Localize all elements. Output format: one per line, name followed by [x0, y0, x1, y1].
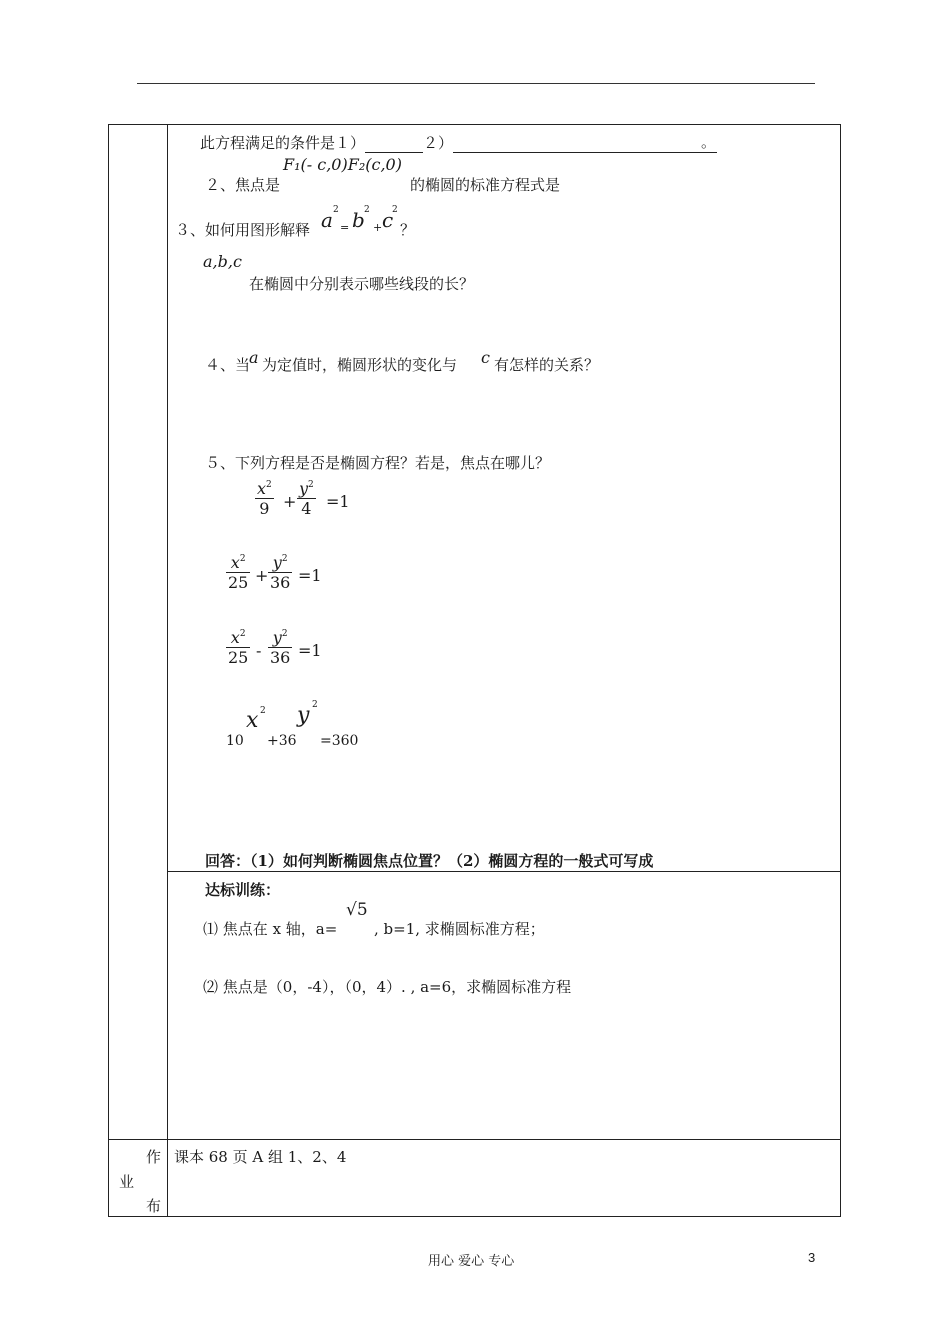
- q4-a: a: [249, 348, 259, 367]
- practice-title: 达标训练：: [205, 881, 281, 899]
- q3-lead: ３、如何用图形解释: [175, 221, 311, 239]
- eq3-op: -: [256, 641, 262, 660]
- eq2-y-den: 36: [270, 573, 291, 592]
- homework-label-2: 业: [119, 1173, 135, 1191]
- eq4-rhs: =360: [320, 733, 359, 749]
- eq1-op: +: [283, 492, 297, 511]
- eq1-y-den: 4: [301, 499, 312, 518]
- eq1-rhs: =1: [326, 492, 350, 511]
- practice-item-1-num: ⑴: [203, 920, 219, 938]
- eq2-rhs: =1: [298, 566, 322, 585]
- eq1-x-fraction: $\frac{x^2}{9}$: [257, 479, 272, 518]
- eq4-x-sq: 2: [260, 706, 266, 716]
- eq3-y-den: 36: [270, 648, 291, 667]
- eq3-x: x: [230, 628, 240, 647]
- page-number: 3: [808, 1250, 816, 1265]
- q4-mid: 为定值时，椭圆形状的变化与: [262, 356, 458, 374]
- eq3-x-fraction: $\frac{x^2}{25}$: [228, 628, 249, 667]
- homework-label-3: 布: [146, 1197, 162, 1215]
- q3-c: c: [382, 208, 394, 232]
- q1-blank-2[interactable]: [453, 134, 701, 153]
- eq3-rhs: =1: [298, 641, 322, 660]
- q4-lead: ４、当: [205, 356, 251, 374]
- q1-text: 此方程满足的条件是１）: [200, 134, 366, 152]
- eq4-y-sq: 2: [312, 700, 318, 710]
- practice-item-1: [203, 918, 337, 939]
- eq2-x-den: 25: [228, 573, 249, 592]
- q1-end: 。: [701, 133, 717, 151]
- practice-item-1-a: 焦点在 x 轴，a=: [222, 920, 338, 938]
- q3-eq: =: [340, 221, 350, 234]
- eq1-y-fraction: $\frac{y^2}{4}$: [299, 479, 314, 518]
- q3-vars-tail: 在椭圆中分别表示哪些线段的长？: [249, 275, 475, 293]
- q5-title: ５、下列方程是否是椭圆方程？若是，焦点在哪儿？: [205, 454, 551, 472]
- practice-item-1-b: , b=1, 求椭圆标准方程；: [374, 920, 545, 938]
- eq4-y: y: [297, 703, 310, 728]
- eq2-x: x: [230, 553, 240, 572]
- eq1-y: y: [299, 479, 309, 498]
- eq3-y-fraction: $\frac{y^2}{36}$: [270, 628, 291, 667]
- eq4-c1: 10: [226, 733, 244, 749]
- q2-tail: 的椭圆的标准方程式是: [410, 176, 561, 194]
- eq2-y-fraction: $\frac{y^2}{36}$: [270, 553, 291, 592]
- q3-b: b: [352, 208, 365, 232]
- q4-c: c: [481, 348, 490, 367]
- eq4-c2: +36: [267, 733, 297, 749]
- q2-lead: ２、焦点是: [205, 176, 281, 194]
- eq3-x-den: 25: [228, 648, 249, 667]
- practice-item-2-num: ⑵: [203, 978, 219, 996]
- q4-tail: 有怎样的关系？: [494, 356, 600, 374]
- q3-tail: ？: [400, 221, 416, 239]
- practice-item-2: [203, 976, 571, 997]
- homework-label-1: 作: [146, 1148, 162, 1166]
- eq1-x: x: [257, 479, 267, 498]
- q1-mid: ２）: [423, 134, 454, 152]
- eq4-x: x: [246, 708, 259, 733]
- sqrt-five: √5: [346, 900, 368, 920]
- q2-foci-formula: F₁(- c,0)F₂(c,0): [283, 155, 402, 174]
- eq1-x-den: 9: [259, 499, 270, 518]
- q3-b-sq: 2: [364, 205, 370, 215]
- q3-plus: +: [373, 221, 383, 234]
- q1-line: [200, 131, 717, 153]
- answer-prompt: 回答：（1）如何判断椭圆焦点位置？（2）椭圆方程的一般式可写成: [205, 852, 654, 870]
- eq2-y: y: [272, 553, 282, 572]
- eq2-x-fraction: $\frac{x^2}{25}$: [228, 553, 249, 592]
- footer-motto: 用心 爱心 专心: [428, 1254, 515, 1269]
- q3-vars: a,b,c: [203, 252, 242, 271]
- homework-content: 课本 68 页 A 组 1、2、4: [174, 1148, 347, 1166]
- q3-c-sq: 2: [392, 205, 398, 215]
- practice-item-2-text: 焦点是（0，-4），（0，4）. , a=6，求椭圆标准方程: [222, 978, 572, 996]
- q3-a-sq: 2: [333, 205, 339, 215]
- eq2-op: +: [255, 566, 269, 585]
- header-rule: [137, 83, 815, 84]
- eq3-y: y: [272, 628, 282, 647]
- q1-blank-1[interactable]: [365, 134, 423, 153]
- q3-a: a: [321, 208, 333, 232]
